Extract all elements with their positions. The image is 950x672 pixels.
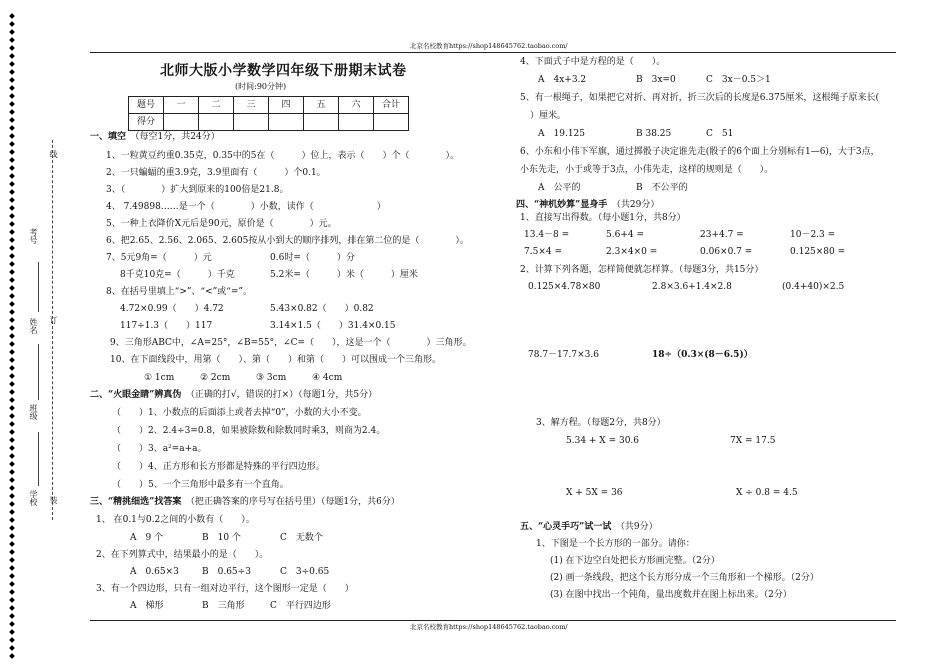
header-rule (90, 52, 896, 53)
class-blank-line (38, 344, 39, 400)
q3-3-option: C 平行四边形 (270, 601, 331, 611)
true-false-item: （ ）2、2.4÷3=0.8，如果被除数和除数同时乘3，则商为2.4。 (112, 426, 386, 436)
diamond-mark (9, 301, 15, 307)
diamond-mark (9, 293, 15, 299)
q1-6: 6、把2.65、2.56、2.065、2.605按从小到大的顺序排列，排在第二位的是（ ）。 (106, 236, 469, 246)
diamond-mark (9, 53, 15, 59)
section-4-title: 四、“神机妙算”显身手 (516, 200, 608, 210)
diamond-mark (9, 61, 15, 67)
section-3-note: （把正确答案的序号写在括号里）（每题1分，共6分） (190, 497, 400, 507)
binding-label-zhuang: 装 (49, 496, 58, 504)
q3-4-option: C 3x－0.5＞1 (706, 75, 771, 85)
q3-2-option: A 0.65×3 (130, 567, 179, 577)
q1-8: 8、在括号里填上“>”、“<”或“=”。 (106, 287, 252, 297)
diamond-mark (9, 485, 15, 491)
q1-10-option: ① 1cm (144, 373, 175, 383)
diamond-mark (9, 45, 15, 51)
calc-item: (0.4+40)×2.5 (782, 282, 845, 292)
diamond-mark (9, 637, 15, 643)
diamond-mark (9, 653, 15, 659)
diamond-mark (9, 357, 15, 363)
binding-label-xingming: 姓名 (29, 318, 38, 334)
diamond-mark (9, 117, 15, 123)
diamond-mark (9, 605, 15, 611)
diamond-mark (9, 413, 15, 419)
q1-8-row2b: 3.14×1.5（ ）31.4×0.15 (270, 321, 396, 331)
diamond-mark (9, 165, 15, 171)
diamond-mark (9, 645, 15, 651)
diamond-mark (9, 261, 15, 267)
section-2-heading (90, 390, 377, 401)
section-1-note: （每空1分，共24分） (135, 132, 220, 142)
diamond-mark (9, 317, 15, 323)
binding-label-xian: 线 (49, 150, 58, 158)
score-blank-cell[interactable] (234, 114, 269, 131)
diamond-mark (9, 581, 15, 587)
diamond-mark (9, 205, 15, 211)
true-false-item: （ ）3、a²=a+a。 (112, 444, 207, 454)
q3-2: 2、在下列算式中，结果最小的是（ ）。 (96, 550, 269, 560)
q3-4-option: A 4x+3.2 (538, 75, 587, 85)
q1-10-option: ② 2cm (200, 373, 231, 383)
q1-3: 3、（ ）扩大到原来的100倍是21.8。 (106, 185, 289, 195)
mental-math-item: 0.06×0.7 = (700, 247, 753, 257)
diamond-mark (9, 373, 15, 379)
section-5-title: 五、“心灵手巧”试一试 (520, 522, 612, 532)
diamond-mark (9, 453, 15, 459)
equation-item: X + 5X = 36 (566, 488, 623, 498)
q3-5-option: A 19.125 (538, 129, 585, 139)
diamond-mark (9, 541, 15, 547)
diamond-mark (9, 269, 15, 275)
q4-part2: 2、计算下列各题，怎样简便就怎样算。（每题3分，共15分） (520, 265, 764, 275)
diamond-mark (9, 517, 15, 523)
q1-8-row1a: 4.72×0.99（ ）4.72 (120, 304, 224, 314)
true-false-item: （ ）4、正方形和长方形都是特殊的平行四边形。 (112, 462, 325, 472)
score-row-label: 得分 (129, 114, 164, 131)
diamond-mark (9, 133, 15, 139)
diamond-mark (9, 157, 15, 163)
score-header-cell: 四 (269, 97, 304, 114)
q3-6-option: B 不公平的 (636, 183, 688, 193)
section-3-heading (90, 497, 400, 508)
score-table (128, 96, 409, 131)
section-1-heading (90, 132, 220, 143)
q3-1-option: C 无数个 (280, 533, 323, 543)
score-header-cell: 六 (339, 97, 374, 114)
q1-7b: 0.6时=（ ）分 (270, 253, 355, 263)
diamond-mark (9, 229, 15, 235)
diamond-mark (9, 213, 15, 219)
q3-3-option: A 梯形 (130, 601, 164, 611)
q1-7a: 7、5元9角=（ ）元 (106, 253, 212, 263)
diamond-mark (9, 221, 15, 227)
diamond-mark (9, 333, 15, 339)
footer-rule (90, 620, 896, 621)
diamond-mark (9, 277, 15, 283)
q1-7c: 8千克10克=（ ）千克 (120, 270, 235, 280)
q5-subitem: (2) 画一条线段，把这个长方形分成一个三角形和一个梯形。（2分） (550, 573, 819, 583)
diamond-mark (9, 421, 15, 427)
diamond-mark (9, 37, 15, 43)
mental-math-item: 23+4.7 = (700, 230, 744, 240)
diamond-mark (9, 29, 15, 35)
diamond-mark (9, 397, 15, 403)
diamond-mark (9, 501, 15, 507)
diamond-mark (9, 125, 15, 131)
diamond-mark (9, 429, 15, 435)
diamond-mark (9, 613, 15, 619)
diamond-mark (9, 149, 15, 155)
diamond-mark (9, 85, 15, 91)
score-header-cell: 题号 (129, 97, 164, 114)
score-header-cell: 三 (234, 97, 269, 114)
diamond-mark (9, 629, 15, 635)
binding-label-ding: 订 (49, 316, 58, 324)
score-blank-cell[interactable] (374, 114, 409, 131)
q3-6-option: A 公平的 (538, 183, 581, 193)
q1-5: 5、一种上衣降价X元后是90元，原价是（ ）元。 (106, 219, 337, 229)
diamond-mark (9, 381, 15, 387)
q3-6-line1: 6、小东和小伟下军旗，通过掷骰子决定谁先走(骰子的6个面上分别标有1—6)，大于3点， (520, 147, 880, 157)
q1-4: 4、 7.49898……是一个（ ）小数，读作（ ） (106, 202, 386, 212)
diamond-mark (9, 13, 15, 19)
score-header-cell: 一 (164, 97, 199, 114)
diamond-mark (9, 189, 15, 195)
diamond-mark (9, 173, 15, 179)
true-false-item: （ ）1、小数点的后面添上或者去掉“0”，小数的大小不变。 (112, 408, 367, 418)
mental-math-item: 7.5×4 = (524, 247, 562, 257)
equation-item: 5.34 + X = 30.6 (566, 436, 640, 446)
q1-10: 10、在下面线段中，用第（ ）、第（ ）和第（ ）可以围成一个三角形。 (110, 355, 441, 365)
mental-math-item: 5.6+4 = (606, 230, 644, 240)
mental-math-item: 0.125×80 = (790, 247, 846, 257)
school-blank-line (38, 432, 39, 486)
diamond-mark (9, 245, 15, 251)
q3-1-option: B 10 个 (202, 533, 241, 543)
exam-time: (时间:90分钟) (235, 82, 287, 91)
score-blank-cell[interactable] (339, 114, 374, 131)
binding-dashed-line (52, 140, 53, 520)
section-2-title: 二、“火眼金睛”辨真伪 (90, 390, 182, 400)
score-blank-cell[interactable] (199, 114, 234, 131)
q3-2-option: C 3÷0.65 (280, 567, 330, 577)
diamond-mark (9, 493, 15, 499)
q1-9: 9、三角形ABC中，∠A=25°，∠B=55°，∠C=（ ），这是一个（ ）三角形。 (110, 338, 472, 348)
q1-2: 2、一只蝙蝠的重3.9克，3.9里面有（ ）个0.1。 (106, 168, 326, 178)
diamond-mark (9, 509, 15, 515)
q5-part1: 1、下图是一个长方形的一部分。请你： (536, 539, 695, 549)
diamond-mark (9, 21, 15, 27)
diamond-mark (9, 141, 15, 147)
diamond-mark (9, 197, 15, 203)
diamond-mark (9, 93, 15, 99)
diamond-mark (9, 309, 15, 315)
q1-8-row2a: 117÷1.3（ ）117 (120, 321, 213, 331)
diamond-mark (9, 621, 15, 627)
diamond-mark (9, 181, 15, 187)
q3-2-option: B 0.65÷3 (202, 567, 251, 577)
diamond-mark (9, 573, 15, 579)
score-header-cell: 合计 (374, 97, 409, 114)
diamond-mark (9, 445, 15, 451)
q4-part1: 1、直接写出得数。（每小题1分，共8分） (520, 213, 686, 223)
q1-10-option: ③ 3cm (256, 373, 287, 383)
q3-5-line2: ）厘米。 (530, 111, 567, 121)
diamond-mark (9, 365, 15, 371)
mental-math-item: 13.4－8 = (524, 230, 570, 240)
score-table-header-row (129, 97, 409, 114)
equation-item: X ÷ 0.8 = 4.5 (736, 488, 798, 498)
header-url: 北京名校教育https://shop148645762.taobao.com/ (410, 42, 568, 50)
q3-3: 3、有一个四边形，只有一组对边平行，这个图形一定是（ ） (96, 584, 354, 594)
score-blank-cell[interactable] (269, 114, 304, 131)
q5-subitem: (1) 在下边空白处把长方形画完整。（2分） (550, 556, 720, 566)
binding-label-banji: 班级 (29, 404, 38, 420)
calc-item: 0.125×4.78×80 (528, 282, 601, 292)
diamond-mark (9, 237, 15, 243)
diamond-mark (9, 405, 15, 411)
q5-subitem: (3) 在图中找出一个钝角，量出度数并在图上标出来。（2分） (550, 590, 792, 600)
q3-5-line1: 5、有一根绳子，如果把它对折、再对折，折三次后的长度是6.375厘米，这根绳子原来长( (520, 93, 880, 103)
diamond-mark (9, 341, 15, 347)
q1-8-row1b: 5.43×0.82（ ）0.82 (270, 304, 374, 314)
score-blank-cell[interactable] (304, 114, 339, 131)
diamond-mark (9, 253, 15, 259)
q1-7d: 5.2米=（ ）米（ ）厘米 (270, 270, 418, 280)
calc-item: 18÷（0.3×(8－6.5)） (652, 350, 753, 360)
q3-3-option: B 三角形 (202, 601, 245, 611)
q1-1: 1、一粒黄豆约重0.35克，0.35中的5在（ ）位上，表示（ ）个（ ）。 (106, 151, 460, 161)
diamond-mark (9, 437, 15, 443)
diamond-mark (9, 389, 15, 395)
section-3-title: 三、“精挑细选”找答案 (90, 497, 182, 507)
diamond-mark (9, 461, 15, 467)
diamond-mark (9, 533, 15, 539)
diamond-mark (9, 101, 15, 107)
page-title: 北师大版小学数学四年级下册期末试卷 (160, 63, 407, 79)
section-2-note: （正确的打√，错误的打×）（每题1分，共5分） (190, 390, 378, 400)
q3-1-option: A 9 个 (130, 533, 164, 543)
q3-4: 4、下面式子中是方程的是（ ）。 (520, 57, 666, 67)
diamond-mark (9, 589, 15, 595)
calc-item: 2.8×3.6+1.4×2.8 (652, 282, 732, 292)
q3-5-option: C 51 (706, 129, 734, 139)
diamond-mark (9, 565, 15, 571)
diamond-mark (9, 69, 15, 75)
q3-4-option: B 3x=0 (636, 75, 676, 85)
diamond-mark (9, 325, 15, 331)
equation-item: 7X = 17.5 (730, 436, 776, 446)
score-blank-cell[interactable] (164, 114, 199, 131)
q3-5-option: B 38.25 (636, 129, 672, 139)
q4-part3: 3、解方程。（每题2分，共8分） (536, 418, 666, 428)
diamond-mark (9, 285, 15, 291)
section-4-heading (516, 200, 659, 211)
section-5-note: （共9分） (620, 522, 658, 532)
q1-10-option: ④ 4cm (312, 373, 343, 383)
true-false-item: （ ）5、一个三角形中最多有一个直角。 (112, 480, 289, 490)
diamond-mark (9, 349, 15, 355)
score-table-score-row (129, 114, 409, 131)
q3-6-line2: 小东先走，小于或等于3点，小伟先走，这样的规则是（ ）。 (520, 165, 774, 175)
diamond-mark (9, 477, 15, 483)
diamond-mark (9, 109, 15, 115)
score-header-cell: 二 (199, 97, 234, 114)
mental-math-item: 2.3×4×0 = (606, 247, 658, 257)
diamond-mark (9, 597, 15, 603)
binding-label-kaohao: 考号 (29, 228, 38, 244)
score-header-cell: 五 (304, 97, 339, 114)
diamond-mark (9, 549, 15, 555)
diamond-mark (9, 77, 15, 83)
footer-url: 北京名校教育https://shop148645762.taobao.com/ (410, 623, 568, 631)
q3-1: 1、 在0.1与0.2之间的小数有（ ）。 (96, 515, 255, 525)
diamond-mark (9, 469, 15, 475)
diamond-mark (9, 557, 15, 563)
binding-label-xuexiao: 学校 (29, 490, 38, 506)
section-5-heading (520, 522, 658, 533)
section-4-note: （共29分） (616, 200, 660, 210)
mental-math-item: 10－2.3 = (790, 230, 836, 240)
calc-item: 78.7－17.7×3.6 (528, 350, 599, 360)
name-blank-line (38, 262, 39, 312)
section-1-title: 一、填空 (90, 132, 127, 142)
diamond-mark (9, 525, 15, 531)
